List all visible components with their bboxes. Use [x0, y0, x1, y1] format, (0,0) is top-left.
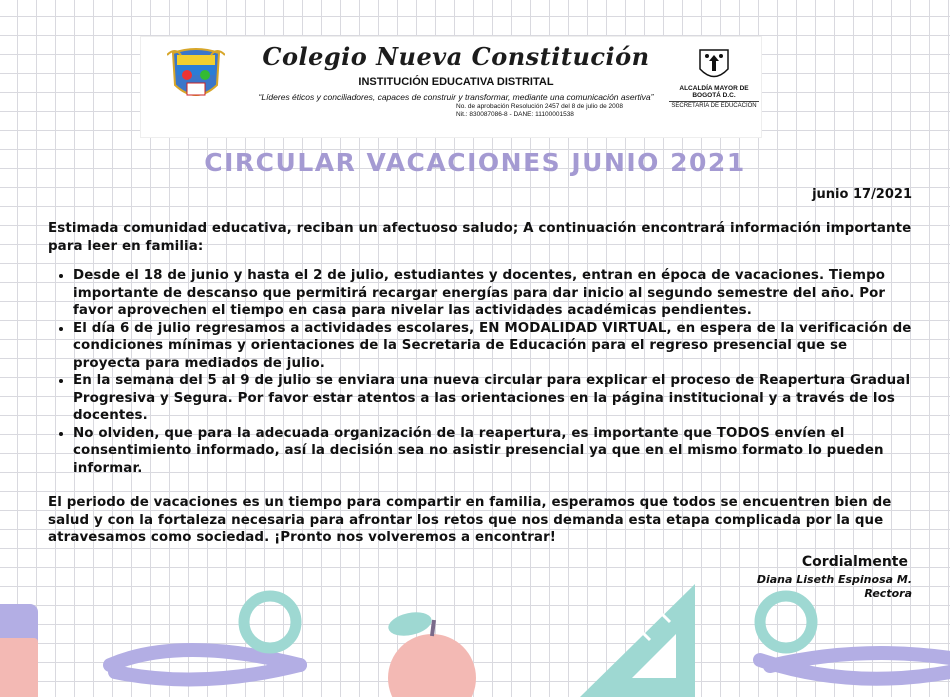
school-motto: “Líderes éticos y conciliadores, capaces de construir y transformar, mediante una comunicación asertiva” — [258, 92, 654, 102]
intro-paragraph: Estimada comunidad educativa, reciban un afectuoso saludo; A continuación encontrará información importante para leer en familia: — [48, 221, 912, 254]
bullet-list — [48, 267, 913, 477]
school-crest-icon — [167, 45, 225, 105]
triangle-ruler-icon — [580, 584, 695, 697]
document-body — [48, 220, 913, 547]
signer-role: Rectora — [864, 587, 912, 600]
bullet-item: • Desde el 18 de junio y hasta el 2 de julio, estudiantes y docentes, entran en época de vacaciones. Tiempo importante de descanso que permitirá recargar energías para dar inicio al segundo semestre del año. Por favor aprovechen el tiempo en casa para nivelar las actividades académicas pendientes. — [73, 267, 913, 320]
scissors-left-icon — [110, 596, 300, 680]
alcaldia-title: ALCALDÍA MAYOR DE BOGOTÁ D.C. — [679, 85, 749, 99]
document-title: CIRCULAR VACACIONES JUNIO 2021 — [204, 148, 746, 177]
school-name: Colegio Nueva Constitución — [262, 42, 650, 71]
document-date: junio 17/2021 — [812, 187, 912, 202]
apple-icon — [386, 609, 476, 697]
institution-name: INSTITUCIÓN EDUCATIVA DISTRITAL — [358, 76, 554, 88]
resolution-text: No. de aprobación Resolución 2457 del 8 de julio de 2008 — [456, 103, 623, 110]
alcaldia-subtitle: SECRETARÍA DE EDUCACIÓN — [669, 101, 759, 110]
letterhead-text — [241, 41, 671, 119]
bullet-item: • No olviden, que para la adecuada organización de la reapertura, es importante que TODOS envíen el consentimiento informado, así la decisión sea no asistir presencial ya que en el mismo formato lo pueden informar. — [73, 425, 913, 478]
letterhead — [140, 36, 762, 138]
bogota-emblem-icon — [697, 47, 731, 85]
closing-paragraph: El periodo de vacaciones es un tiempo para compartir en familia, esperamos que todos se encuentren bien de salud y con la fortaleza necesaria para afrontar los retos que nos demanda esta etapa complicada por la que atravesamos como sociedad. ¡Pronto nos volveremos a encontrar! — [48, 495, 892, 545]
nit-text: Nit.: 830087086-8 - DANE: 11100001538 — [456, 111, 574, 118]
signer-name: Diana Liseth Espinosa M. — [756, 573, 912, 586]
eraser-icon — [0, 604, 38, 697]
signoff: Cordialmente — [801, 554, 908, 570]
alcaldia-logo — [669, 47, 759, 110]
scissors-right-icon — [760, 596, 950, 679]
bullet-item: • En la semana del 5 al 9 de julio se enviara una nueva circular para explicar el proceso de Reapertura Gradual Progresiva y Segura. Por favor estar atentos a las orientaciones en la página institucional y a través de los docentes. — [73, 372, 913, 425]
bullet-item: • El día 6 de julio regresamos a actividades escolares, EN MODALIDAD VIRTUAL, en espera de la verificación de condiciones mínimas y orientaciones de la Secretaria de Educación para el regreso presencial que se proyecta para mediados de julio. — [73, 320, 913, 373]
